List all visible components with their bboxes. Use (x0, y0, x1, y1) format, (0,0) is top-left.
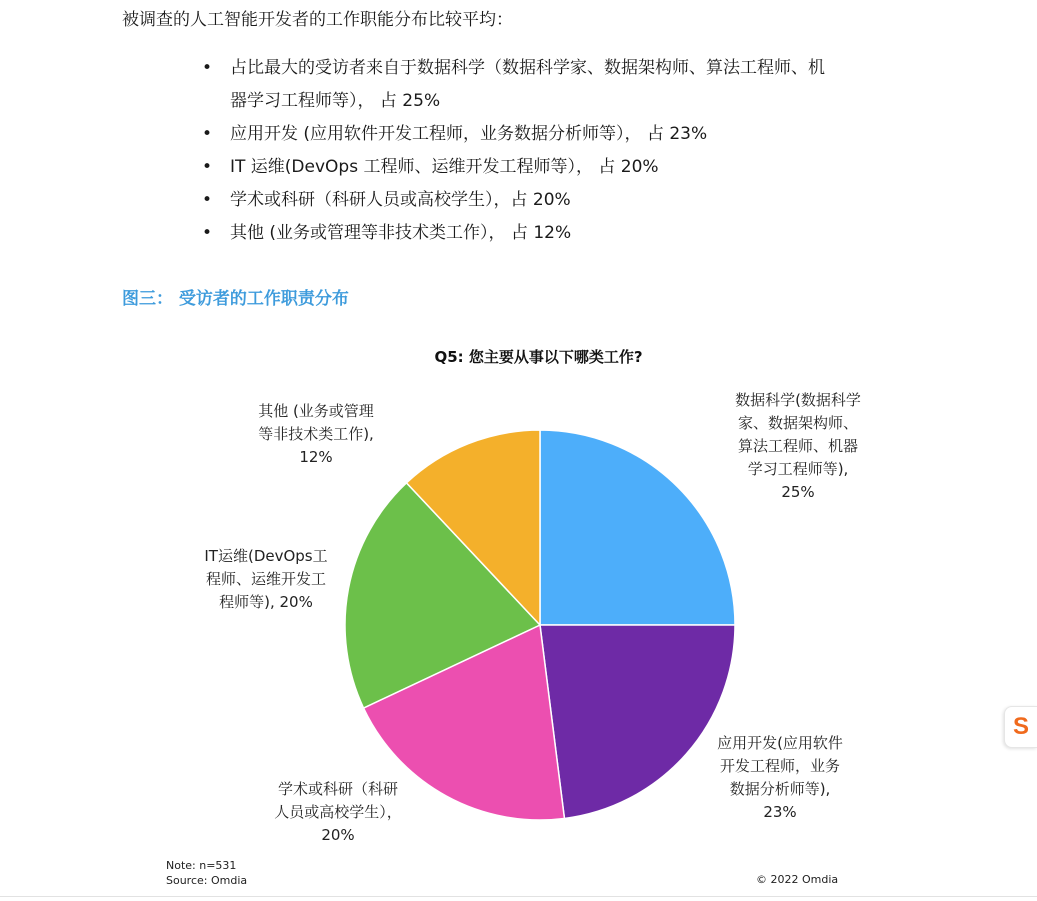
slice-label-line: 开发工程师，业务 (719, 757, 840, 775)
list-item-line: 占比最大的受访者来自于数据科学（数据科学家、数据架构师、算法工程师、机 (230, 58, 825, 78)
bullet-icon: • (202, 58, 213, 78)
bottom-divider (0, 896, 1037, 897)
bullet-icon: • (202, 157, 213, 177)
figure-title: 图三： 受访者的工作职责分布 (122, 289, 349, 309)
chart-note (166, 858, 247, 888)
slice-label-line: IT运维(DevOps工 (204, 547, 328, 565)
list-item-line: 器学习工程师等）， 占 25% (230, 91, 441, 111)
slice-data-science (540, 430, 735, 625)
slice-label-line: 家、数据架构师、 (737, 414, 858, 432)
slice-label-line: 算法工程师、机器 (737, 437, 858, 455)
bullet-icon: • (202, 190, 213, 210)
slice-label-it-ops (186, 545, 346, 614)
copyright-text: © 2022 Omdia (756, 873, 839, 886)
slice-label-line: 其他 (业务或管理 (258, 402, 374, 420)
slice-label-line: 人员或高校学生）， (274, 803, 402, 821)
slice-label-line: 23% (763, 803, 797, 821)
slice-label-line: 学习工程师等), (747, 460, 849, 478)
slice-label-data-science (718, 389, 878, 504)
chart-title-text: Q5: 您主要从事以下哪类工作? (434, 348, 643, 366)
slice-label-line: 学术或科研（科研 (277, 780, 398, 798)
slice-label-line: 20% (321, 826, 355, 844)
list-item-line: 应用开发 (应用软件开发工程师，业务数据分析师等）， 占 23% (230, 124, 708, 144)
note-source: Source: Omdia (166, 874, 248, 887)
bullet-icon: • (202, 223, 213, 243)
slice-label-line: 应用开发(应用软件 (717, 734, 843, 752)
note-sample-size: Note: n=531 (166, 859, 237, 872)
slice-label-line: 程师等), 20% (219, 593, 313, 611)
list-item-line: 其他 (业务或管理等非技术类工作）， 占 12% (230, 223, 572, 243)
list-item-line: 学术或科研（科研人员或高校学生），占 20% (230, 190, 571, 210)
slice-label-line: 等非技术类工作), (258, 425, 374, 443)
slice-label-line: 12% (299, 448, 333, 466)
floating-s-badge-icon[interactable]: S (1004, 706, 1037, 748)
list-item-line: IT 运维(DevOps 工程师、运维开发工程师等）， 占 20% (230, 157, 659, 177)
slice-label-other (236, 400, 396, 469)
slice-label-app-dev (700, 732, 860, 824)
intro-text: 被调查的人工智能开发者的工作职能分布比较平均： (122, 10, 513, 30)
slice-label-academic (258, 778, 418, 847)
slice-label-line: 数据分析师等), (729, 780, 831, 798)
bullet-icon: • (202, 124, 213, 144)
slice-label-line: 25% (781, 483, 815, 501)
slice-label-line: 数据科学(数据科学 (735, 391, 861, 409)
slice-label-line: 程师、运维开发工 (205, 570, 326, 588)
